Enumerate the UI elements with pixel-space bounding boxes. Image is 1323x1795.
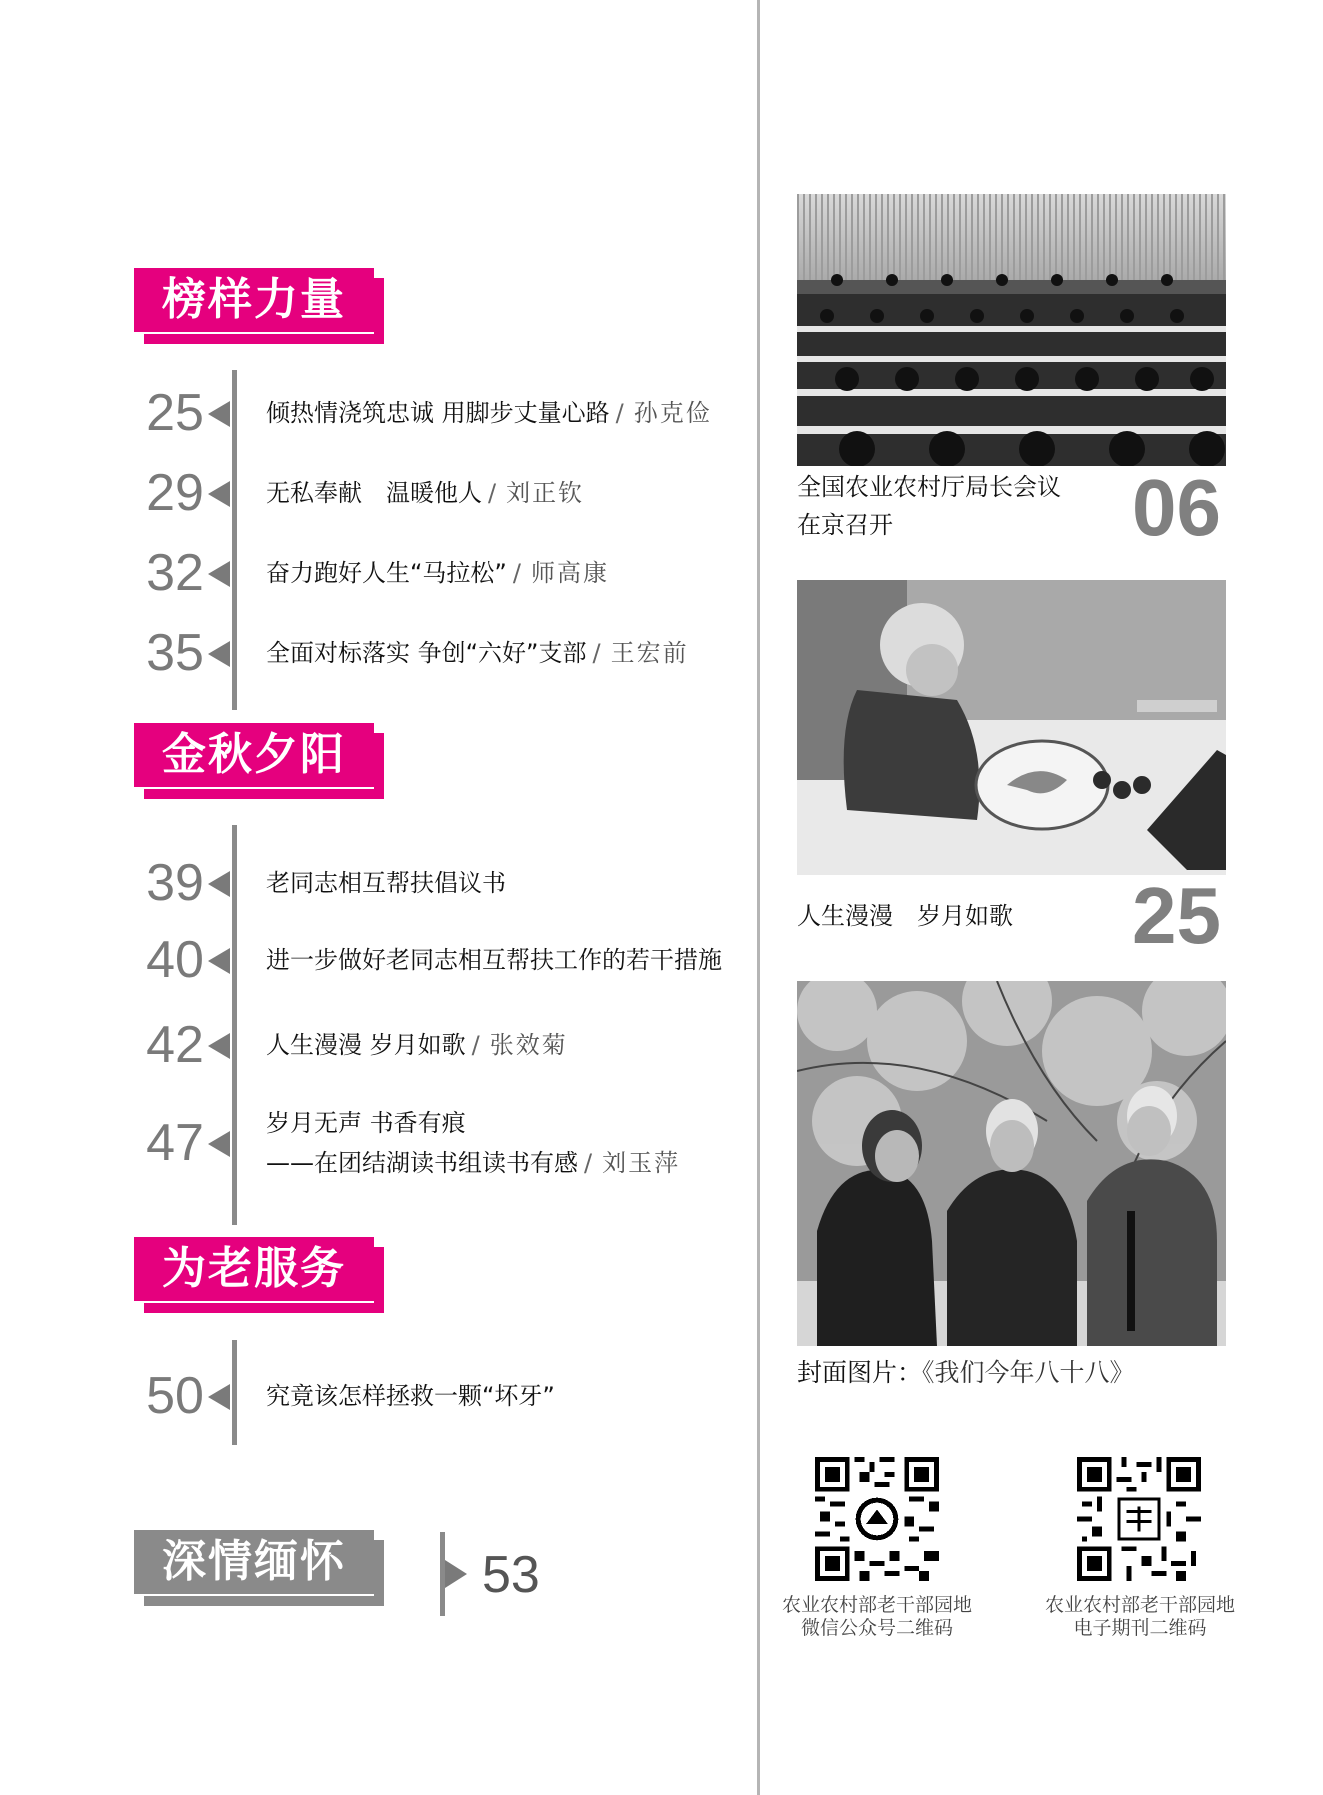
arrow-left-icon xyxy=(208,401,230,427)
page-number: 29 xyxy=(146,464,204,522)
section-title: 深情缅怀 xyxy=(134,1530,374,1594)
page-number: 35 xyxy=(146,624,204,682)
article-title: 人生漫漫 岁月如歌 xyxy=(266,1031,466,1059)
arrow-left-icon xyxy=(208,481,230,507)
cover-caption xyxy=(797,1354,1135,1392)
ejournal-qr-code[interactable] xyxy=(1077,1457,1201,1581)
page-number: 39 xyxy=(146,854,204,912)
toc-entry[interactable] xyxy=(120,853,750,913)
author: 师高康 xyxy=(530,559,609,587)
article-title: 老同志相互帮扶倡议书 xyxy=(266,869,506,897)
toc-entry[interactable]: 32 奋力跑好人生“马拉松” / 师高康 xyxy=(120,543,750,603)
meeting-photo xyxy=(797,194,1226,466)
embroidery-photo xyxy=(797,580,1226,875)
arrow-right-icon xyxy=(445,1560,467,1588)
section-title: 为老服务 xyxy=(134,1237,374,1301)
author: 刘正钦 xyxy=(506,479,585,507)
photo-caption: 全国农业农村厅局长会议 在京召开 xyxy=(797,473,1061,539)
author: 刘玉萍 xyxy=(602,1149,681,1177)
toc-entry[interactable]: 25 倾热情浇筑忠诚 用脚步丈量心路 / 孙克俭 xyxy=(120,383,750,443)
article-title: 进一步做好老同志相互帮扶工作的若干措施 xyxy=(266,946,722,974)
page-number: 50 xyxy=(146,1367,204,1425)
arrow-left-icon xyxy=(208,1033,230,1059)
page-number: 47 xyxy=(146,1114,204,1172)
arrow-left-icon xyxy=(208,871,230,897)
page-number[interactable]: 06 xyxy=(1132,463,1221,552)
toc-entry[interactable] xyxy=(120,1366,750,1426)
toc-entry[interactable] xyxy=(120,930,750,990)
arrow-left-icon xyxy=(208,948,230,974)
article-title: 奋力跑好人生“马拉松” xyxy=(266,559,507,587)
author: 张效菊 xyxy=(489,1031,568,1059)
page-number[interactable]: 25 xyxy=(1132,871,1221,960)
cover-title: 《我们今年八十八》 xyxy=(922,1358,1135,1387)
author: 孙克俭 xyxy=(633,399,712,427)
cover-photo xyxy=(797,981,1226,1346)
page-number: 40 xyxy=(146,931,204,989)
toc-entry[interactable]: 47 岁月无声 书香有痕 ——在团结湖读书组读书有感 / 刘玉萍 xyxy=(120,1113,750,1173)
column-divider xyxy=(757,0,760,1795)
section-header-memorial xyxy=(134,1530,372,1594)
article-title: 究竟该怎样拯救一颗“坏牙” xyxy=(266,1382,555,1410)
page-number: 42 xyxy=(146,1016,204,1074)
article-title: 倾热情浇筑忠诚 用脚步丈量心路 xyxy=(266,399,610,427)
qr-caption: 农业农村部老干部园地 微信公众号二维码 xyxy=(781,1594,972,1639)
page-number[interactable]: 53 xyxy=(482,1546,540,1604)
section-header-senior-services xyxy=(134,1237,372,1301)
cover-label: 封面图片： xyxy=(797,1358,923,1387)
wechat-qr-code[interactable] xyxy=(815,1457,939,1581)
toc-entry[interactable]: 29 无私奉献 温暖他人 / 刘正钦 xyxy=(120,463,750,523)
toc-entry[interactable]: 35 全面对标落实 争创“六好”支部 / 王宏前 xyxy=(120,623,750,683)
article-title: 全面对标落实 争创“六好”支部 xyxy=(266,639,587,667)
toc-entry[interactable]: 42 人生漫漫 岁月如歌 / 张效菊 xyxy=(120,1015,750,1075)
author: 王宏前 xyxy=(610,639,689,667)
page-number: 25 xyxy=(146,384,204,442)
arrow-left-icon xyxy=(208,561,230,587)
qr-caption: 农业农村部老干部园地 电子期刊二维码 xyxy=(1044,1594,1235,1639)
arrow-left-icon xyxy=(208,1131,230,1157)
article-title: 无私奉献 温暖他人 xyxy=(266,479,482,507)
photo-caption: 人生漫漫 岁月如歌 xyxy=(797,902,1013,930)
arrow-left-icon xyxy=(208,1384,230,1410)
arrow-left-icon xyxy=(208,641,230,667)
section-title: 榜样力量 xyxy=(134,268,374,332)
article-subtitle: ——在团结湖读书组读书有感 xyxy=(266,1149,578,1177)
article-title: 岁月无声 书香有痕 xyxy=(266,1109,466,1137)
section-header-role-models xyxy=(134,268,372,332)
page-number: 32 xyxy=(146,544,204,602)
section-header-golden-autumn xyxy=(134,723,372,787)
section-title: 金秋夕阳 xyxy=(134,723,374,787)
